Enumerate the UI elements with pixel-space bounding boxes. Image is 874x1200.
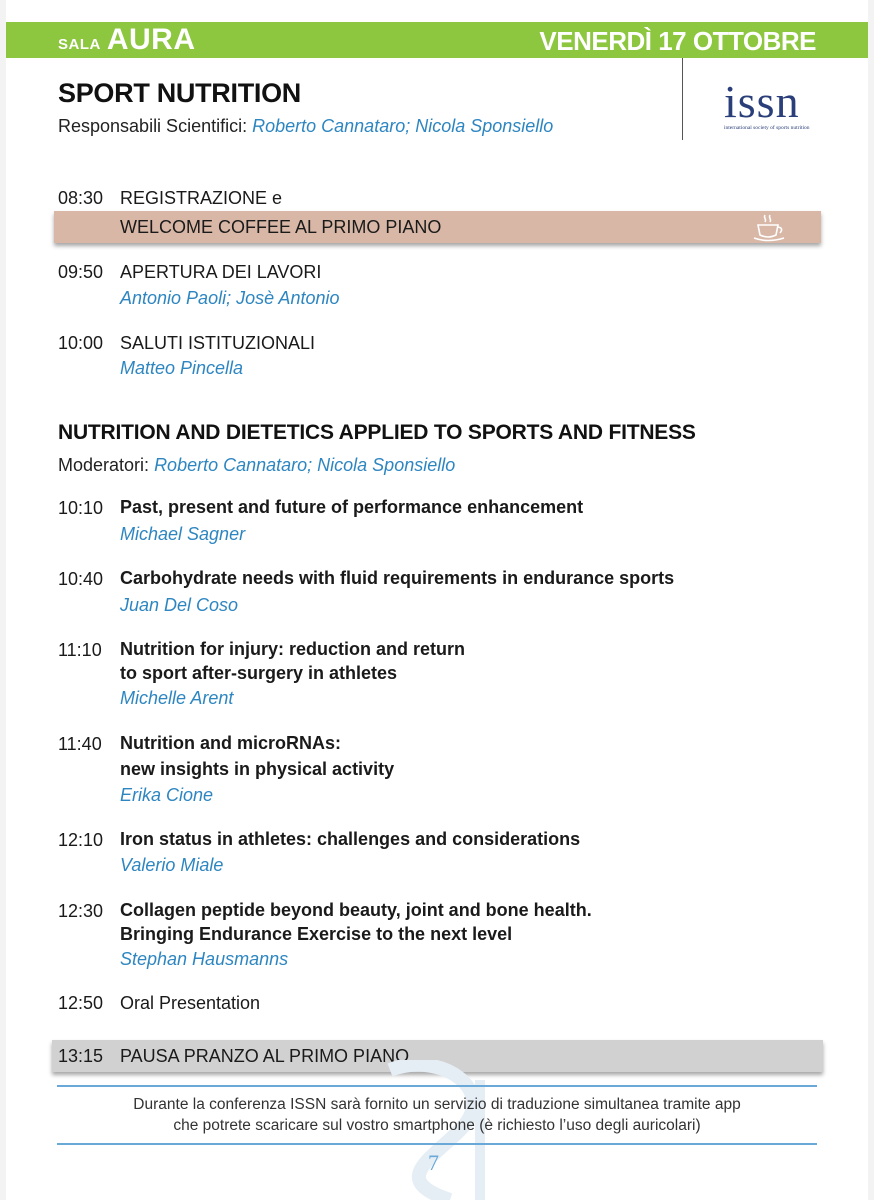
- speaker-name: Michelle Arent: [120, 688, 234, 708]
- talk-title-line: to sport after-surgery in athletes: [120, 663, 398, 683]
- talk-time: 11:40: [58, 734, 102, 754]
- room-label: [58, 22, 196, 58]
- scientific-responsibles: [58, 116, 553, 137]
- speaker-name: Michael Sagner: [120, 524, 246, 544]
- schedule-item: REGISTRAZIONE e: [120, 188, 283, 208]
- talk-title-line: Bringing Endurance Exercise to the next level: [120, 924, 513, 944]
- speaker-name: Stephan Hausmanns: [120, 949, 289, 969]
- translation-note-line: che potrete scaricare sul vostro smartphone (è richiesto l’uso degli auricolari): [173, 1117, 701, 1134]
- talk-title-line: new insights in physical activity: [120, 759, 395, 779]
- moderators-label: Moderatori:: [58, 455, 150, 475]
- issn-logo: [724, 76, 828, 138]
- coffee-cup-icon: [751, 213, 787, 243]
- talk-time: 12:50: [58, 993, 104, 1013]
- speaker-name: Juan Del Coso: [120, 595, 239, 615]
- header-banner: [6, 22, 868, 58]
- issn-logo-word: issn: [724, 76, 800, 127]
- section-title: NUTRITION AND DIETETICS APPLIED TO SPORTS AND FITNESS: [58, 421, 696, 444]
- lunch-time: 13:15: [58, 1046, 104, 1066]
- footer-rule-top: [57, 1085, 817, 1087]
- talk-title-line: Collagen peptide beyond beauty, joint and bone health.: [120, 900, 592, 920]
- talk-title: Iron status in athletes: challenges and considerations: [120, 829, 581, 849]
- event-date: VENERDÌ 17 OTTOBRE: [539, 26, 816, 56]
- speaker-name: Valerio Miale: [120, 855, 224, 875]
- page-number: 7: [428, 1150, 439, 1175]
- talk-title: Past, present and future of performance enhancement: [120, 497, 584, 517]
- lunch-label: PAUSA PRANZO AL PRIMO PIANO: [120, 1046, 410, 1066]
- speaker-name: Erika Cione: [120, 785, 214, 805]
- talk-title: Carbohydrate needs with fluid requirements in endurance sports: [120, 568, 675, 588]
- talk-time: 10:40: [58, 569, 104, 589]
- footer-rule-bottom: [57, 1143, 817, 1145]
- room-name: AURA: [106, 23, 196, 56]
- schedule-time: 09:50: [58, 262, 104, 282]
- schedule-time: 08:30: [58, 188, 104, 208]
- schedule-time: 10:00: [58, 333, 104, 353]
- responsibles-label: Responsabili Scientifici:: [58, 116, 248, 136]
- issn-logo-tagline: international society of sports nutrition: [724, 125, 810, 131]
- coffee-break-bar: [54, 211, 821, 243]
- speaker-name: Matteo Pincella: [120, 358, 244, 378]
- speaker-name: Antonio Paoli; Josè Antonio: [120, 288, 340, 308]
- session-title: SPORT NUTRITION: [58, 78, 301, 108]
- talk-time: 11:10: [58, 640, 102, 660]
- talk-time: 10:10: [58, 498, 104, 518]
- responsibles-names: Roberto Cannataro; Nicola Sponsiello: [252, 116, 554, 136]
- talk-title-line: Nutrition for injury: reduction and return: [120, 639, 465, 659]
- talk-time: 12:10: [58, 830, 104, 850]
- schedule-item: APERTURA DEI LAVORI: [120, 262, 322, 282]
- coffee-break-label: WELCOME COFFEE AL PRIMO PIANO: [120, 217, 442, 237]
- schedule-item: SALUTI ISTITUZIONALI: [120, 333, 316, 353]
- translation-note-line: Durante la conferenza ISSN sarà fornito un servizio di traduzione simultanea tramite app: [133, 1096, 741, 1113]
- moderators-names: Roberto Cannataro; Nicola Sponsiello: [154, 455, 456, 475]
- oral-presentation: Oral Presentation: [120, 993, 261, 1013]
- talk-title-line: Nutrition and microRNAs:: [120, 733, 342, 753]
- translation-note: [57, 1094, 817, 1136]
- talk-time: 12:30: [58, 901, 104, 921]
- moderators: [58, 455, 455, 476]
- header-divider: [682, 58, 683, 140]
- room-prefix: SALA: [58, 36, 101, 53]
